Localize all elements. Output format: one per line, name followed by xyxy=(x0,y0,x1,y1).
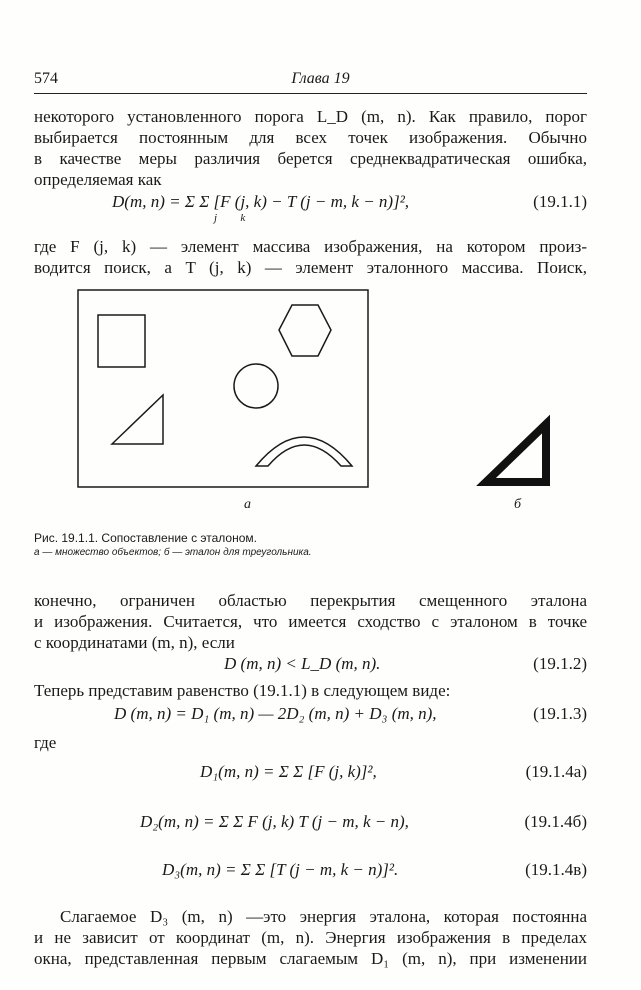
text-line: водится поиск, а T (j, k) — элемент эталонного массива. Поиск, xyxy=(34,258,587,277)
equation-19-1-2 xyxy=(34,654,587,676)
equation-body: D₃(m, n) = Σ Σ [T (j − m, k − n)]². xyxy=(162,860,399,879)
equation-number: (19.1.1) xyxy=(533,192,587,211)
equation-number: (19.1.4б) xyxy=(524,812,587,831)
paragraph-where xyxy=(34,732,587,753)
hexagon-object xyxy=(279,305,331,356)
equation-number: (19.1.3) xyxy=(533,704,587,723)
sum-index: j xyxy=(214,212,218,224)
figure-label-b: б xyxy=(514,497,522,512)
triangle-object xyxy=(112,395,163,444)
equation-number: (19.1.4а) xyxy=(525,762,587,781)
text-line: выбирается постоянным для всех точек изображения. Обычно xyxy=(34,128,587,147)
text-line: некоторого установленного порога L_D (m, n). Как правило, порог xyxy=(34,107,587,126)
text-line: Слагаемое D₃ (m, n) —это энергия эталона, которая постоянна xyxy=(60,907,587,926)
equation-19-1-4c xyxy=(34,860,587,882)
text-line: и изображения. Считается, что имеется сходство с эталоном в точке xyxy=(34,612,587,631)
paragraph-energy xyxy=(34,906,587,969)
square-object xyxy=(98,315,145,367)
text-line: с координатами (m, n), если xyxy=(34,633,235,652)
equation-body: D(m, n) = Σ Σ [F (j, k) − T (j − m, k − n)]², xyxy=(112,192,410,211)
equation-19-1-4b xyxy=(34,812,587,834)
running-header-chapter: Глава 19 xyxy=(291,70,350,87)
text-line: определяемая как xyxy=(34,170,162,189)
text-line: где xyxy=(34,733,57,752)
text-line: Теперь представим равенство (19.1.1) в следующем виде: xyxy=(34,681,451,700)
equation-body: D (m, n) < L_D (m, n). xyxy=(224,654,381,673)
equation-body: D (m, n) = D₁ (m, n) — 2D₂ (m, n) + D₃ (m, n), xyxy=(114,704,437,723)
figure-caption: Рис. 19.1.1. Сопоставление с эталоном. xyxy=(34,531,257,545)
paragraph-rewrite xyxy=(34,680,587,701)
page-number: 574 xyxy=(34,70,58,87)
figure-label-a: а xyxy=(244,497,251,512)
text-line: в качестве меры различия берется среднеквадратическая ошибка, xyxy=(34,149,587,168)
figure-caption-legend: а — множество объектов; б — эталон для треугольника. xyxy=(34,547,312,558)
text-line: и не зависит от координат (m, n). Энергия изображения в пределах xyxy=(34,928,587,947)
equation-number: (19.1.2) xyxy=(533,654,587,673)
equation-19-1-3 xyxy=(34,704,587,726)
equation-body: D₁(m, n) = Σ Σ [F (j, k)]², xyxy=(200,762,377,781)
arc-object xyxy=(256,437,352,466)
triangle-template xyxy=(486,424,546,482)
circle-object xyxy=(234,364,278,408)
text-line: где F (j, k) — элемент массива изображения, на котором произ- xyxy=(34,237,587,256)
text-line: конечно, ограничен областью перекрытия смещенного эталона xyxy=(34,591,587,610)
text-line: окна, представленная первым слагаемым D₁ (m, n), при изменении xyxy=(34,949,587,968)
equation-19-1-4a xyxy=(34,762,587,784)
image-frame xyxy=(78,290,368,487)
paragraph-search-region xyxy=(34,590,587,653)
equation-body: D₂(m, n) = Σ Σ F (j, k) T (j − m, k − n), xyxy=(140,812,409,831)
equation-number: (19.1.4в) xyxy=(525,860,587,879)
sum-index: k xyxy=(240,212,246,224)
